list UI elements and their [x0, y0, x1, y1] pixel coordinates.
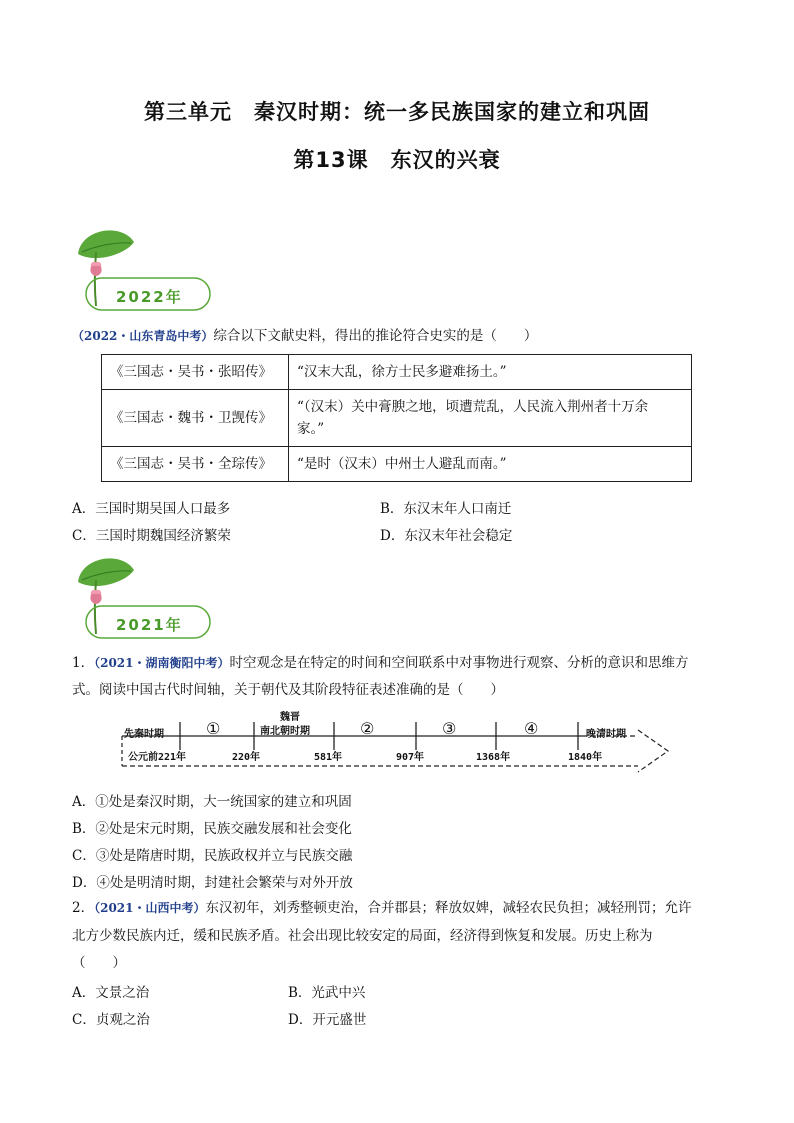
option-c[interactable]: C．三国时期魏国经济繁荣 — [72, 528, 231, 544]
timeline-period-marker: ③ — [442, 719, 457, 738]
timeline-year: 1840年 — [568, 752, 603, 763]
year-label: 2021年 — [116, 616, 183, 634]
table-row — [102, 447, 692, 482]
question-source: （2022・山东青岛中考） — [72, 329, 214, 343]
source-table — [101, 354, 692, 482]
timeline-period-marker: ① — [206, 719, 221, 738]
q2-stem-line2: 北方少数民族内迁，缓和民族矛盾。社会出现比较安定的局面，经济得到恢复和发展。历史上称为 — [72, 928, 653, 944]
question-source: （2021・山西中考） — [94, 901, 206, 915]
timeline-period: 魏晋 — [280, 712, 300, 723]
q2-option-d[interactable]: D．开元盛世 — [288, 1012, 367, 1028]
table-cell-quote: “是时（汉末）中州士人避乱而南。” — [289, 447, 692, 482]
year-label: 2022年 — [116, 288, 183, 306]
timeline-year: 1368年 — [476, 752, 511, 763]
table-cell-quote — [289, 390, 692, 447]
timeline-year: 公元前221年 — [128, 752, 187, 763]
unit-title: 第三单元 秦汉时期：统一多民族国家的建立和巩固 — [144, 100, 650, 124]
q1-option-a[interactable]: A．①处是秦汉时期，大一统国家的建立和巩固 — [72, 794, 352, 810]
option-a[interactable]: A．三国时期吴国人口最多 — [72, 501, 231, 517]
timeline-year: 581年 — [314, 752, 343, 763]
q2-option-c[interactable]: C．贞观之治 — [72, 1012, 150, 1028]
question-text: 东汉初年，刘秀整顿吏治，合并郡县；释放奴婢，减轻农民负担；减轻刑罚；允许 — [205, 900, 692, 916]
q1-option-b[interactable]: B．②处是宋元时期，民族交融发展和社会变化 — [72, 821, 352, 837]
question-number: 1． — [72, 655, 95, 671]
timeline-period-marker: ② — [360, 719, 375, 738]
timeline-year: 907年 — [396, 752, 425, 763]
q2-option-b[interactable]: B．光武中兴 — [288, 985, 366, 1001]
q1-option-d[interactable]: D．④处是明清时期，封建社会繁荣与对外开放 — [72, 875, 353, 891]
table-cell-book: 《三国志・魏书・卫觊传》 — [102, 390, 289, 447]
timeline-period-marker: ④ — [524, 719, 539, 738]
question-text: 时空观念是在特定的时间和空间联系中对事物进行观察、分析的意识和思维方 — [229, 655, 689, 671]
question-number: 2． — [72, 900, 95, 916]
table-row — [102, 390, 692, 447]
year-badge-2021 — [76, 552, 246, 642]
option-d[interactable]: D．东汉末年社会稳定 — [380, 528, 513, 544]
question-text: 综合以下文献史料，得出的推论符合史实的是（ ） — [213, 328, 538, 344]
quote-line: “（汉末）关中膏腴之地，顷遭荒乱，人民流入荆州者十万余 — [297, 399, 649, 415]
quote-line: 家。” — [297, 421, 325, 437]
question-source: （2021・湖南衡阳中考） — [94, 656, 230, 670]
table-row — [102, 355, 692, 390]
table-cell-book: 《三国志・吴书・张昭传》 — [102, 355, 289, 390]
q2-option-a[interactable]: A．文景之治 — [72, 985, 150, 1001]
q2-stem-line1 — [72, 898, 692, 918]
table-cell-quote: “汉末大乱，徐方士民多避难扬土。” — [289, 355, 692, 390]
timeline-period: 晚清时期 — [586, 729, 626, 740]
q1-option-c[interactable]: C．③处是隋唐时期，民族政权并立与民族交融 — [72, 848, 353, 864]
q1-stem-line1 — [72, 653, 689, 673]
timeline-period: 先秦时期 — [124, 729, 164, 740]
timeline-period: 南北朝时期 — [260, 726, 310, 737]
history-timeline — [118, 708, 678, 780]
timeline-year: 220年 — [232, 752, 261, 763]
q1-stem-line2: 式。阅读中国古代时间轴，关于朝代及其阶段特征表述准确的是（ ） — [72, 682, 504, 698]
lesson-title: 第13课 东汉的兴衰 — [293, 148, 501, 172]
year-badge-2022 — [76, 224, 246, 314]
question-2022-stem — [72, 326, 537, 346]
q2-stem-line3: （ ） — [72, 955, 126, 971]
arrow-head-icon — [638, 730, 668, 772]
option-b[interactable]: B．东汉末年人口南迁 — [380, 501, 512, 517]
table-cell-book: 《三国志・吴书・全琮传》 — [102, 447, 289, 482]
